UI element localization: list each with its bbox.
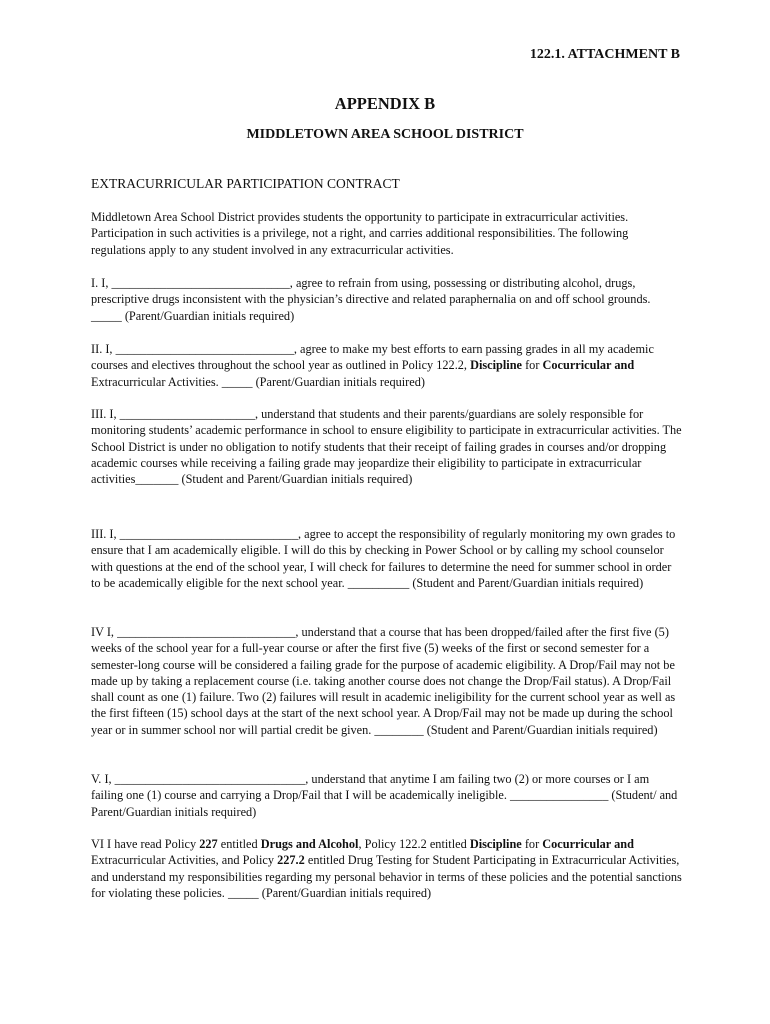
item-vi-text-g: for — [521, 837, 543, 851]
intro-paragraph: Middletown Area School District provides students the opportunity to participate in extracurricular activities. Participation in such activities is a privilege, not a right, and carries additional responsibilities. The following regulations apply to any student involved in any extracurricular activities. — [91, 210, 629, 257]
item-iii-a-paragraph: III. I, ______________________, understand that students and their parents/guardians are solely responsible for monitoring students’ academic performance in school to ensure eligibility to participate in extracurricular activities. The School District is under no obligation to notify students that their receipt of failing grades in courses and/or dropping academic courses while receiving a failing grade may jeopardize their eligibility to participate in extracurricular activities_______ (Student and Parent/Guardian initials required) — [91, 407, 682, 487]
item-vi-bold-227: 227 — [199, 837, 218, 851]
item-vi-text-a: VI I have read Policy — [91, 837, 200, 851]
item-vi-bold-discipline: Discipline — [469, 837, 522, 851]
item-vi-bold-drugs: Drugs and Alcohol — [260, 837, 359, 851]
item-vi-paragraph — [91, 836, 683, 901]
item-ii-paragraph — [91, 341, 683, 390]
item-vi-text-k: entitled Drug Testing for Student Participating in Extracurricular Activities, and understand my responsibilities regarding my personal behavior in terms of these policies and the potential sanctions for violating these policies. _____ (Parent/Guardian initials required) — [91, 853, 682, 900]
item-ii-bold-discipline: Discipline — [470, 358, 523, 373]
item-iii-b-paragraph: III. I, _____________________________, agree to accept the responsibility of regularly monitoring my own grades to ensure that I am academically eligible. I will do this by checking in Power School or by calling my school counselor with questions at the end of the school year, I will check for failures to determine the need for summer school in order to be academically eligible for the next school year. __________ (Student and Parent/Guardian initials required) — [91, 527, 676, 590]
attachment-label: 122.1. ATTACHMENT B — [529, 47, 680, 62]
item-vi-text-c: entitled — [217, 837, 261, 851]
item-ii-text-c: Extracurricular Activities. _____ (Parent/Guardian initials required) — [91, 374, 425, 389]
item-ii-text-a: II. I, _____________________________, agree to make my best efforts to earn passing grades in all my academic courses and electives throughout the school year as outlined in Policy 122.2, — [91, 342, 654, 373]
item-iv-paragraph: IV I, _____________________________, understand that a course that has been dropped/failed after the first five (5) weeks of the school year for a full-year course or after the first five (5) weeks of the first or second semester for a semester-long course will be considered a failing grade for the purpose of academic eligibility. A Drop/Fail may not be made up by taking a replacement course (i.e. taking another course does not change the Drop/Fail status). A Drop/Fail shall count as one (1) failure. Two (2) failures will result in academic ineligibility for the current school year as well as the first fifteen (15) school days at the start of the next school year. A Drop/Fail may not be made up during the school year or in summer school nor will partial credit be given. ________ (Student and Parent/Guardian initials required) — [91, 625, 676, 737]
item-vi-bold-2272: 227.2 — [277, 853, 305, 868]
district-name: MIDDLETOWN AREA SCHOOL DISTRICT — [246, 127, 524, 142]
item-ii-for: for — [522, 358, 543, 373]
item-vi-text-e: , Policy 122.2 entitled — [358, 837, 470, 851]
item-vi-text-i: Extracurricular Activities, and Policy — [91, 853, 278, 868]
item-i-paragraph: I. I, _____________________________, agree to refrain from using, possessing or distributing alcohol, drugs, prescriptive drugs inconsistent with the physician’s directive and related paraphernalia on and off school grounds. _____ (Parent/Guardian initials required) — [91, 276, 651, 323]
item-vi-bold-cocurricular: Cocurricular and — [542, 837, 634, 851]
item-ii-bold-cocurricular: Cocurricular and — [542, 358, 635, 373]
item-v-paragraph: V. I, _______________________________, understand that anytime I am failing two (2) or more courses or I am failing one (1) course and carrying a Drop/Fail that I will be academically ineligible. ________________ (Student/ and Parent/Guardian initials required) — [91, 772, 678, 819]
contract-title: EXTRACURRICULAR PARTICIPATION CONTRACT — [91, 176, 400, 191]
appendix-title: APPENDIX B — [334, 94, 436, 113]
